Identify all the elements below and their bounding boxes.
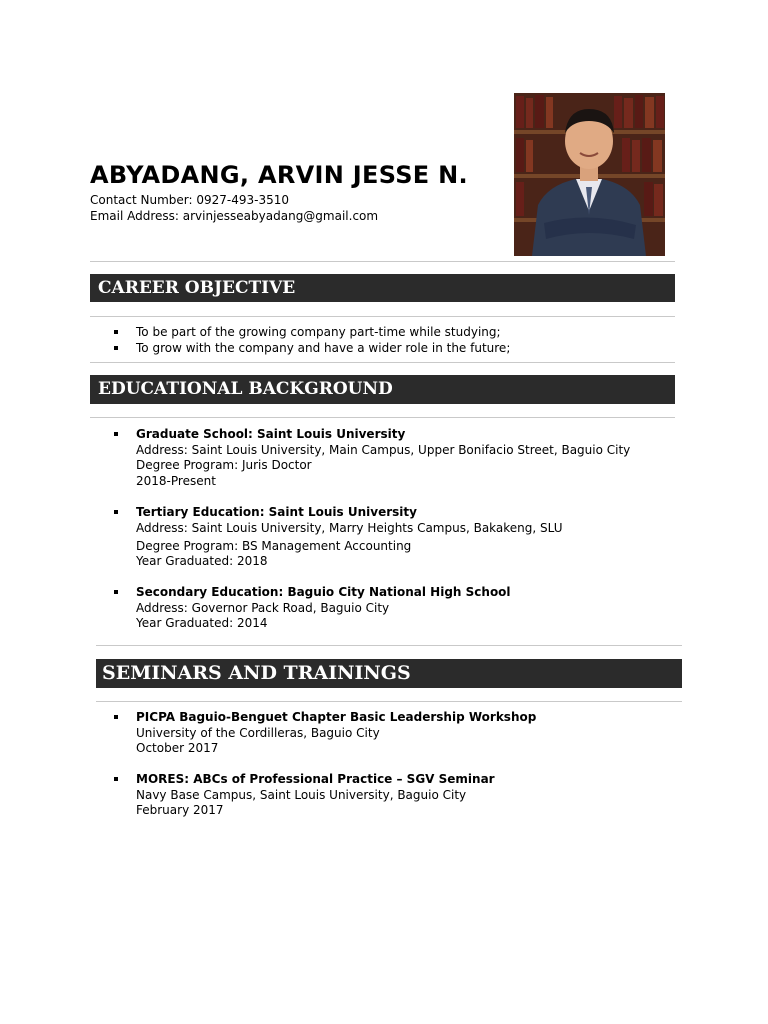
section-bar-seminars — [96, 659, 682, 688]
section-title-education: EDUCATIONAL BACKGROUND — [98, 379, 393, 399]
education-detail: 2018-Present — [136, 474, 216, 488]
education-detail: Year Graduated: 2014 — [136, 616, 268, 630]
section-title-seminars: SEMINARS AND TRAININGS — [102, 662, 411, 684]
bullet — [114, 777, 118, 781]
bullet — [114, 346, 118, 350]
bullet — [114, 432, 118, 436]
seminar-detail: October 2017 — [136, 741, 219, 755]
profile-photo — [514, 93, 665, 256]
divider — [90, 417, 675, 418]
education-heading: Tertiary Education: Saint Louis University — [136, 505, 417, 519]
divider — [96, 701, 682, 702]
education-heading: Graduate School: Saint Louis University — [136, 427, 406, 441]
divider — [90, 316, 675, 317]
header-divider — [90, 261, 675, 262]
education-detail: Address: Saint Louis University, Marry Heights Campus, Bakakeng, SLU — [136, 521, 563, 535]
applicant-name: ABYADANG, ARVIN JESSE N. — [90, 161, 468, 189]
education-detail: Degree Program: Juris Doctor — [136, 458, 312, 472]
bullet — [114, 715, 118, 719]
divider — [96, 645, 682, 646]
seminar-detail: February 2017 — [136, 803, 224, 817]
seminar-detail: Navy Base Campus, Saint Louis University, Baguio City — [136, 788, 467, 802]
email-address: Email Address: arvinjesseabyadang@gmail.com — [90, 209, 379, 223]
education-detail: Address: Saint Louis University, Main Campus, Upper Bonifacio Street, Baguio City — [136, 443, 631, 457]
objective-item: To be part of the growing company part-time while studying; — [136, 325, 501, 339]
bullet — [114, 330, 118, 334]
section-bar-education — [90, 375, 675, 404]
education-detail: Address: Governor Pack Road, Baguio City — [136, 601, 390, 615]
bullet — [114, 590, 118, 594]
seminar-heading: PICPA Baguio-Benguet Chapter Basic Leadership Workshop — [136, 710, 537, 724]
objective-item: To grow with the company and have a wider role in the future; — [136, 341, 511, 355]
education-heading: Secondary Education: Baguio City National High School — [136, 585, 511, 599]
education-detail: Degree Program: BS Management Accounting — [136, 539, 412, 553]
divider — [90, 362, 675, 363]
seminar-heading: MORES: ABCs of Professional Practice – SGV Seminar — [136, 772, 495, 786]
bullet — [114, 510, 118, 514]
profile-photo-image — [514, 93, 665, 256]
section-bar-career-objective — [90, 274, 675, 302]
seminar-detail: University of the Cordilleras, Baguio City — [136, 726, 380, 740]
section-title-career-objective: CAREER OBJECTIVE — [98, 278, 296, 298]
education-detail: Year Graduated: 2018 — [136, 554, 268, 568]
contact-number: Contact Number: 0927-493-3510 — [90, 193, 289, 207]
